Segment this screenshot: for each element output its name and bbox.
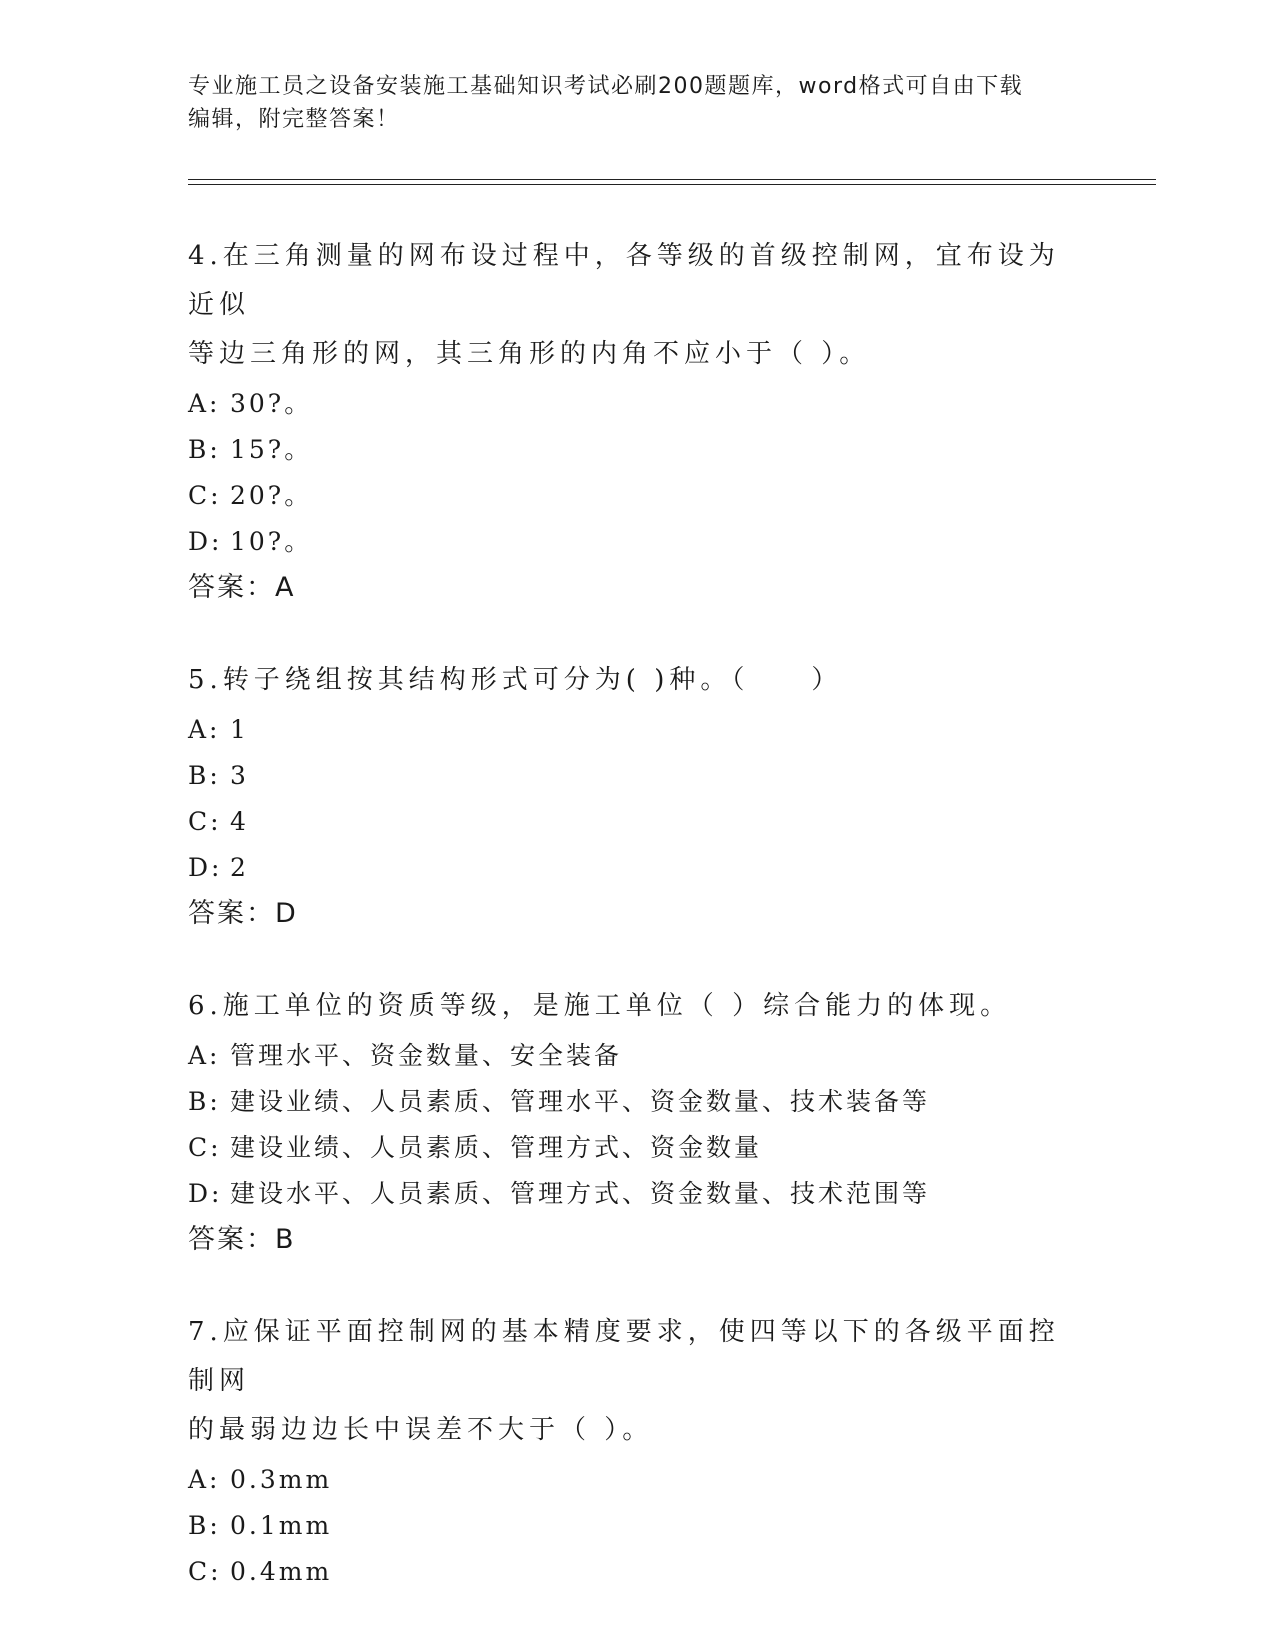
question-7 xyxy=(188,1308,1088,1595)
option-text: 20?。 xyxy=(230,481,313,510)
option-d xyxy=(188,519,1088,565)
option-c xyxy=(188,1549,1088,1595)
option-text: 2 xyxy=(230,853,249,882)
option-c xyxy=(188,799,1088,845)
option-text: 建设水平、人员素质、管理方式、资金数量、技术范围等 xyxy=(230,1179,931,1208)
header-title-line-1: 专业施工员之设备安装施工基础知识考试必刷200题题库，word格式可自由下载 xyxy=(188,74,1024,99)
option-d xyxy=(188,1171,1088,1217)
option-a xyxy=(188,1457,1088,1503)
question-stem-line: 的最弱边边长中误差不大于（ ）。 xyxy=(188,1415,654,1445)
answer-line: 答案：B xyxy=(188,1224,296,1255)
question-7-stem xyxy=(188,1308,1088,1455)
option-letter: B: xyxy=(188,1511,221,1540)
option-letter: A: xyxy=(188,1041,221,1070)
header-title-line-2: 编辑，附完整答案！ xyxy=(188,107,400,132)
option-text: 建设业绩、人员素质、管理水平、资金数量、技术装备等 xyxy=(230,1087,931,1116)
option-b xyxy=(188,427,1088,473)
option-letter: C: xyxy=(188,481,222,510)
answer-line: 答案：A xyxy=(188,572,296,603)
question-stem-line: 4.在三角测量的网布设过程中，各等级的首级控制网，宜布设为近似 xyxy=(188,241,1060,320)
option-text: 15?。 xyxy=(230,435,313,464)
option-b xyxy=(188,1503,1088,1549)
option-text: 建设业绩、人员素质、管理方式、资金数量 xyxy=(230,1133,763,1162)
option-letter: B: xyxy=(188,761,221,790)
option-letter: C: xyxy=(188,1133,222,1162)
answer-line: 答案：D xyxy=(188,898,298,929)
option-b xyxy=(188,1079,1088,1125)
option-text: 3 xyxy=(230,761,249,790)
option-b xyxy=(188,753,1088,799)
option-letter: C: xyxy=(188,1557,222,1586)
question-4 xyxy=(188,232,1088,611)
option-letter: D: xyxy=(188,1179,223,1208)
document-header xyxy=(188,70,1088,136)
question-5-stem xyxy=(188,656,1088,705)
option-letter: C: xyxy=(188,807,222,836)
option-text: 0.3mm xyxy=(230,1465,333,1494)
question-stem-line: 6.施工单位的资质等级，是施工单位（ ）综合能力的体现。 xyxy=(188,991,1012,1021)
option-letter: A: xyxy=(188,1465,221,1494)
option-c xyxy=(188,1125,1088,1171)
option-a xyxy=(188,381,1088,427)
option-d xyxy=(188,845,1088,891)
header-divider-top xyxy=(188,179,1156,180)
option-text: 0.4mm xyxy=(230,1557,333,1586)
option-a xyxy=(188,1033,1088,1079)
option-letter: D: xyxy=(188,853,223,882)
option-letter: B: xyxy=(188,1087,221,1116)
question-6 xyxy=(188,982,1088,1263)
header-divider-bottom xyxy=(188,184,1156,185)
option-letter: D: xyxy=(188,527,223,556)
option-text: 管理水平、资金数量、安全装备 xyxy=(230,1041,623,1070)
option-text: 10?。 xyxy=(230,527,313,556)
question-5 xyxy=(188,656,1088,937)
option-text: 0.1mm xyxy=(230,1511,333,1540)
question-list xyxy=(188,232,1088,1640)
option-letter: B: xyxy=(188,435,221,464)
option-text: 1 xyxy=(230,715,249,744)
option-text: 30?。 xyxy=(230,389,313,418)
question-stem-line: 等边三角形的网，其三角形的内角不应小于（ ）。 xyxy=(188,339,871,369)
option-text: 4 xyxy=(230,807,249,836)
question-stem-line: 7.应保证平面控制网的基本精度要求，使四等以下的各级平面控制网 xyxy=(188,1317,1060,1396)
option-letter: A: xyxy=(188,389,221,418)
option-a xyxy=(188,707,1088,753)
question-6-stem xyxy=(188,982,1088,1031)
option-letter: A: xyxy=(188,715,221,744)
option-c xyxy=(188,473,1088,519)
question-stem-line: 5.转子绕组按其结构形式可分为( )种。（ ） xyxy=(188,665,843,695)
question-4-stem xyxy=(188,232,1088,379)
